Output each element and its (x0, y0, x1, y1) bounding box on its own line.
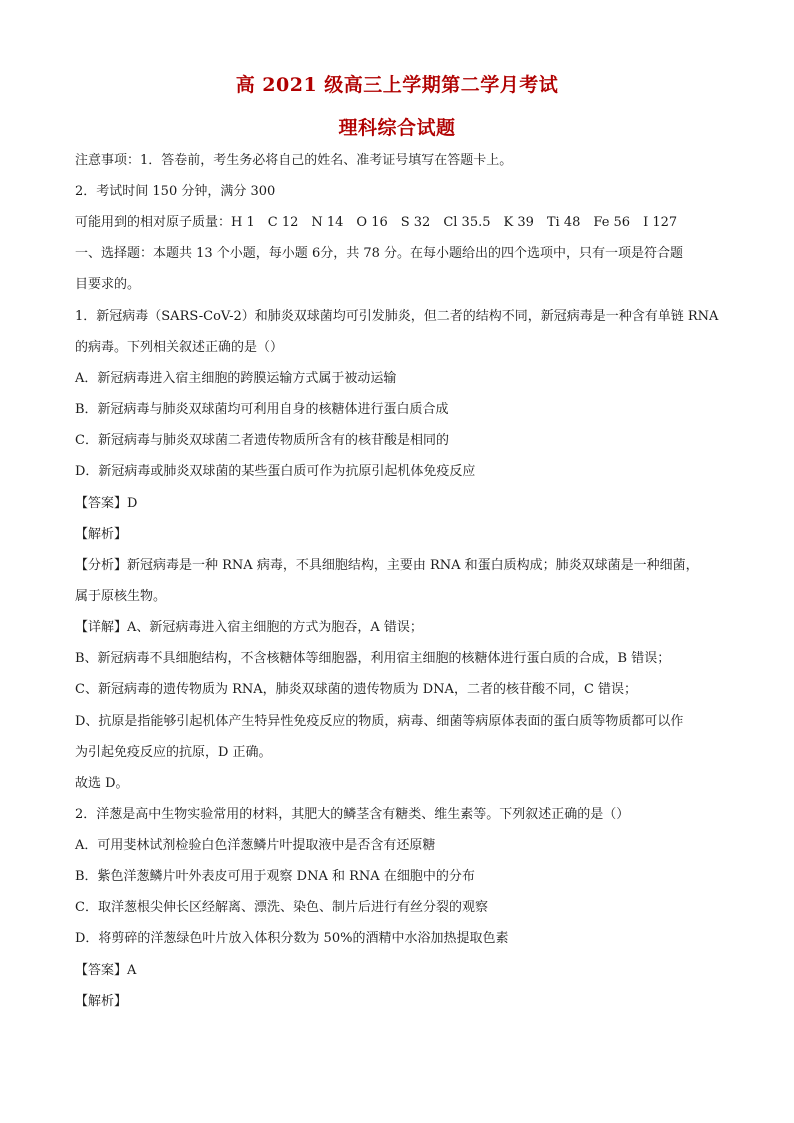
q2-answer: 【答案】A (75, 963, 137, 978)
q1-option-b: B．新冠病毒与肺炎双球菌均可利用自身的核糖体进行蛋白质合成 (75, 402, 449, 417)
q1-option-d: D．新冠病毒或肺炎双球菌的某些蛋白质可作为抗原引起机体免疫反应 (75, 464, 476, 479)
section-heading-line-2: 目要求的。 (75, 277, 141, 292)
q1-analysis-line-1: 【分析】新冠病毒是一种 RNA 病毒，不具细胞结构，主要由 RNA 和蛋白质构成；肺炎双球菌是一种细菌， (75, 558, 699, 573)
q1-detail-line-1: 【详解】A、新冠病毒进入宿主细胞的方式为胞吞，A 错误； (75, 620, 423, 635)
q2-option-b: B．紫色洋葱鳞片叶外表皮可用于观察 DNA 和 RNA 在细胞中的分布 (75, 869, 475, 884)
q2-option-a: A．可用斐林试剂检验白色洋葱鳞片叶提取液中是否含有还原糖 (75, 838, 436, 853)
q1-stem-line-2: 的病毒。下列相关叙述正确的是（） (75, 340, 284, 355)
q1-detail-line-4: D、抗原是指能够引起机体产生特异性免疫反应的物质，病毒、细菌等病原体表面的蛋白质等物质都可以作 (75, 714, 684, 729)
q1-analysis-label: 【解析】 (75, 527, 128, 542)
q1-analysis-line-2: 属于原核生物。 (75, 589, 167, 604)
q1-option-c: C．新冠病毒与肺炎双球菌二者遗传物质所含有的核苷酸是相同的 (75, 433, 449, 448)
atomic-masses: 可能用到的相对原子质量：H 1 C 12 N 14 O 16 S 32 Cl 35.5 K 39 Ti 48 Fe 56 I 127 (75, 215, 678, 230)
q2-analysis-label: 【解析】 (75, 994, 128, 1009)
q1-detail-line-3: C、新冠病毒的遗传物质为 RNA，肺炎双球菌的遗传物质为 DNA，二者的核苷酸不同，C 错误； (75, 682, 638, 697)
q2-option-c: C．取洋葱根尖伸长区经解离、漂洗、染色、制片后进行有丝分裂的观察 (75, 900, 488, 915)
q1-answer: 【答案】D (75, 496, 138, 511)
q1-conclusion: 故选 D。 (75, 776, 129, 791)
document-subtitle: 理科综合试题 (338, 117, 456, 139)
q2-stem: 2．洋葱是高中生物实验常用的材料，其肥大的鳞茎含有糖类、维生素等。下列叙述正确的是（） (75, 807, 630, 822)
notes-line-2: 2．考试时间 150 分钟，满分 300 (75, 184, 276, 199)
q1-stem-line-1: 1．新冠病毒（SARS-CoV-2）和肺炎双球菌均可引发肺炎，但二者的结构不同，新冠病毒是一种含有单链 RNA (75, 309, 719, 324)
q1-detail-line-2: B、新冠病毒不具细胞结构，不含核糖体等细胞器，利用宿主细胞的核糖体进行蛋白质的合成，B 错误； (75, 651, 671, 666)
document-title: 高 2021 级高三上学期第二学月考试 (235, 74, 559, 96)
notes-line-1: 注意事项：1．答卷前，考生务必将自己的姓名、准考证号填写在答题卡上。 (75, 153, 513, 168)
q1-detail-line-5: 为引起免疫反应的抗原，D 正确。 (75, 745, 272, 760)
q1-option-a: A．新冠病毒进入宿主细胞的跨膜运输方式属于被动运输 (75, 371, 397, 386)
section-heading-line-1: 一、选择题：本题共 13 个小题，每小题 6分，共 78 分。在每小题给出的四个选项中，只有一项是符合题 (75, 246, 684, 261)
q2-option-d: D．将剪碎的洋葱绿色叶片放入体积分数为 50%的酒精中水浴加热提取色素 (75, 931, 509, 946)
